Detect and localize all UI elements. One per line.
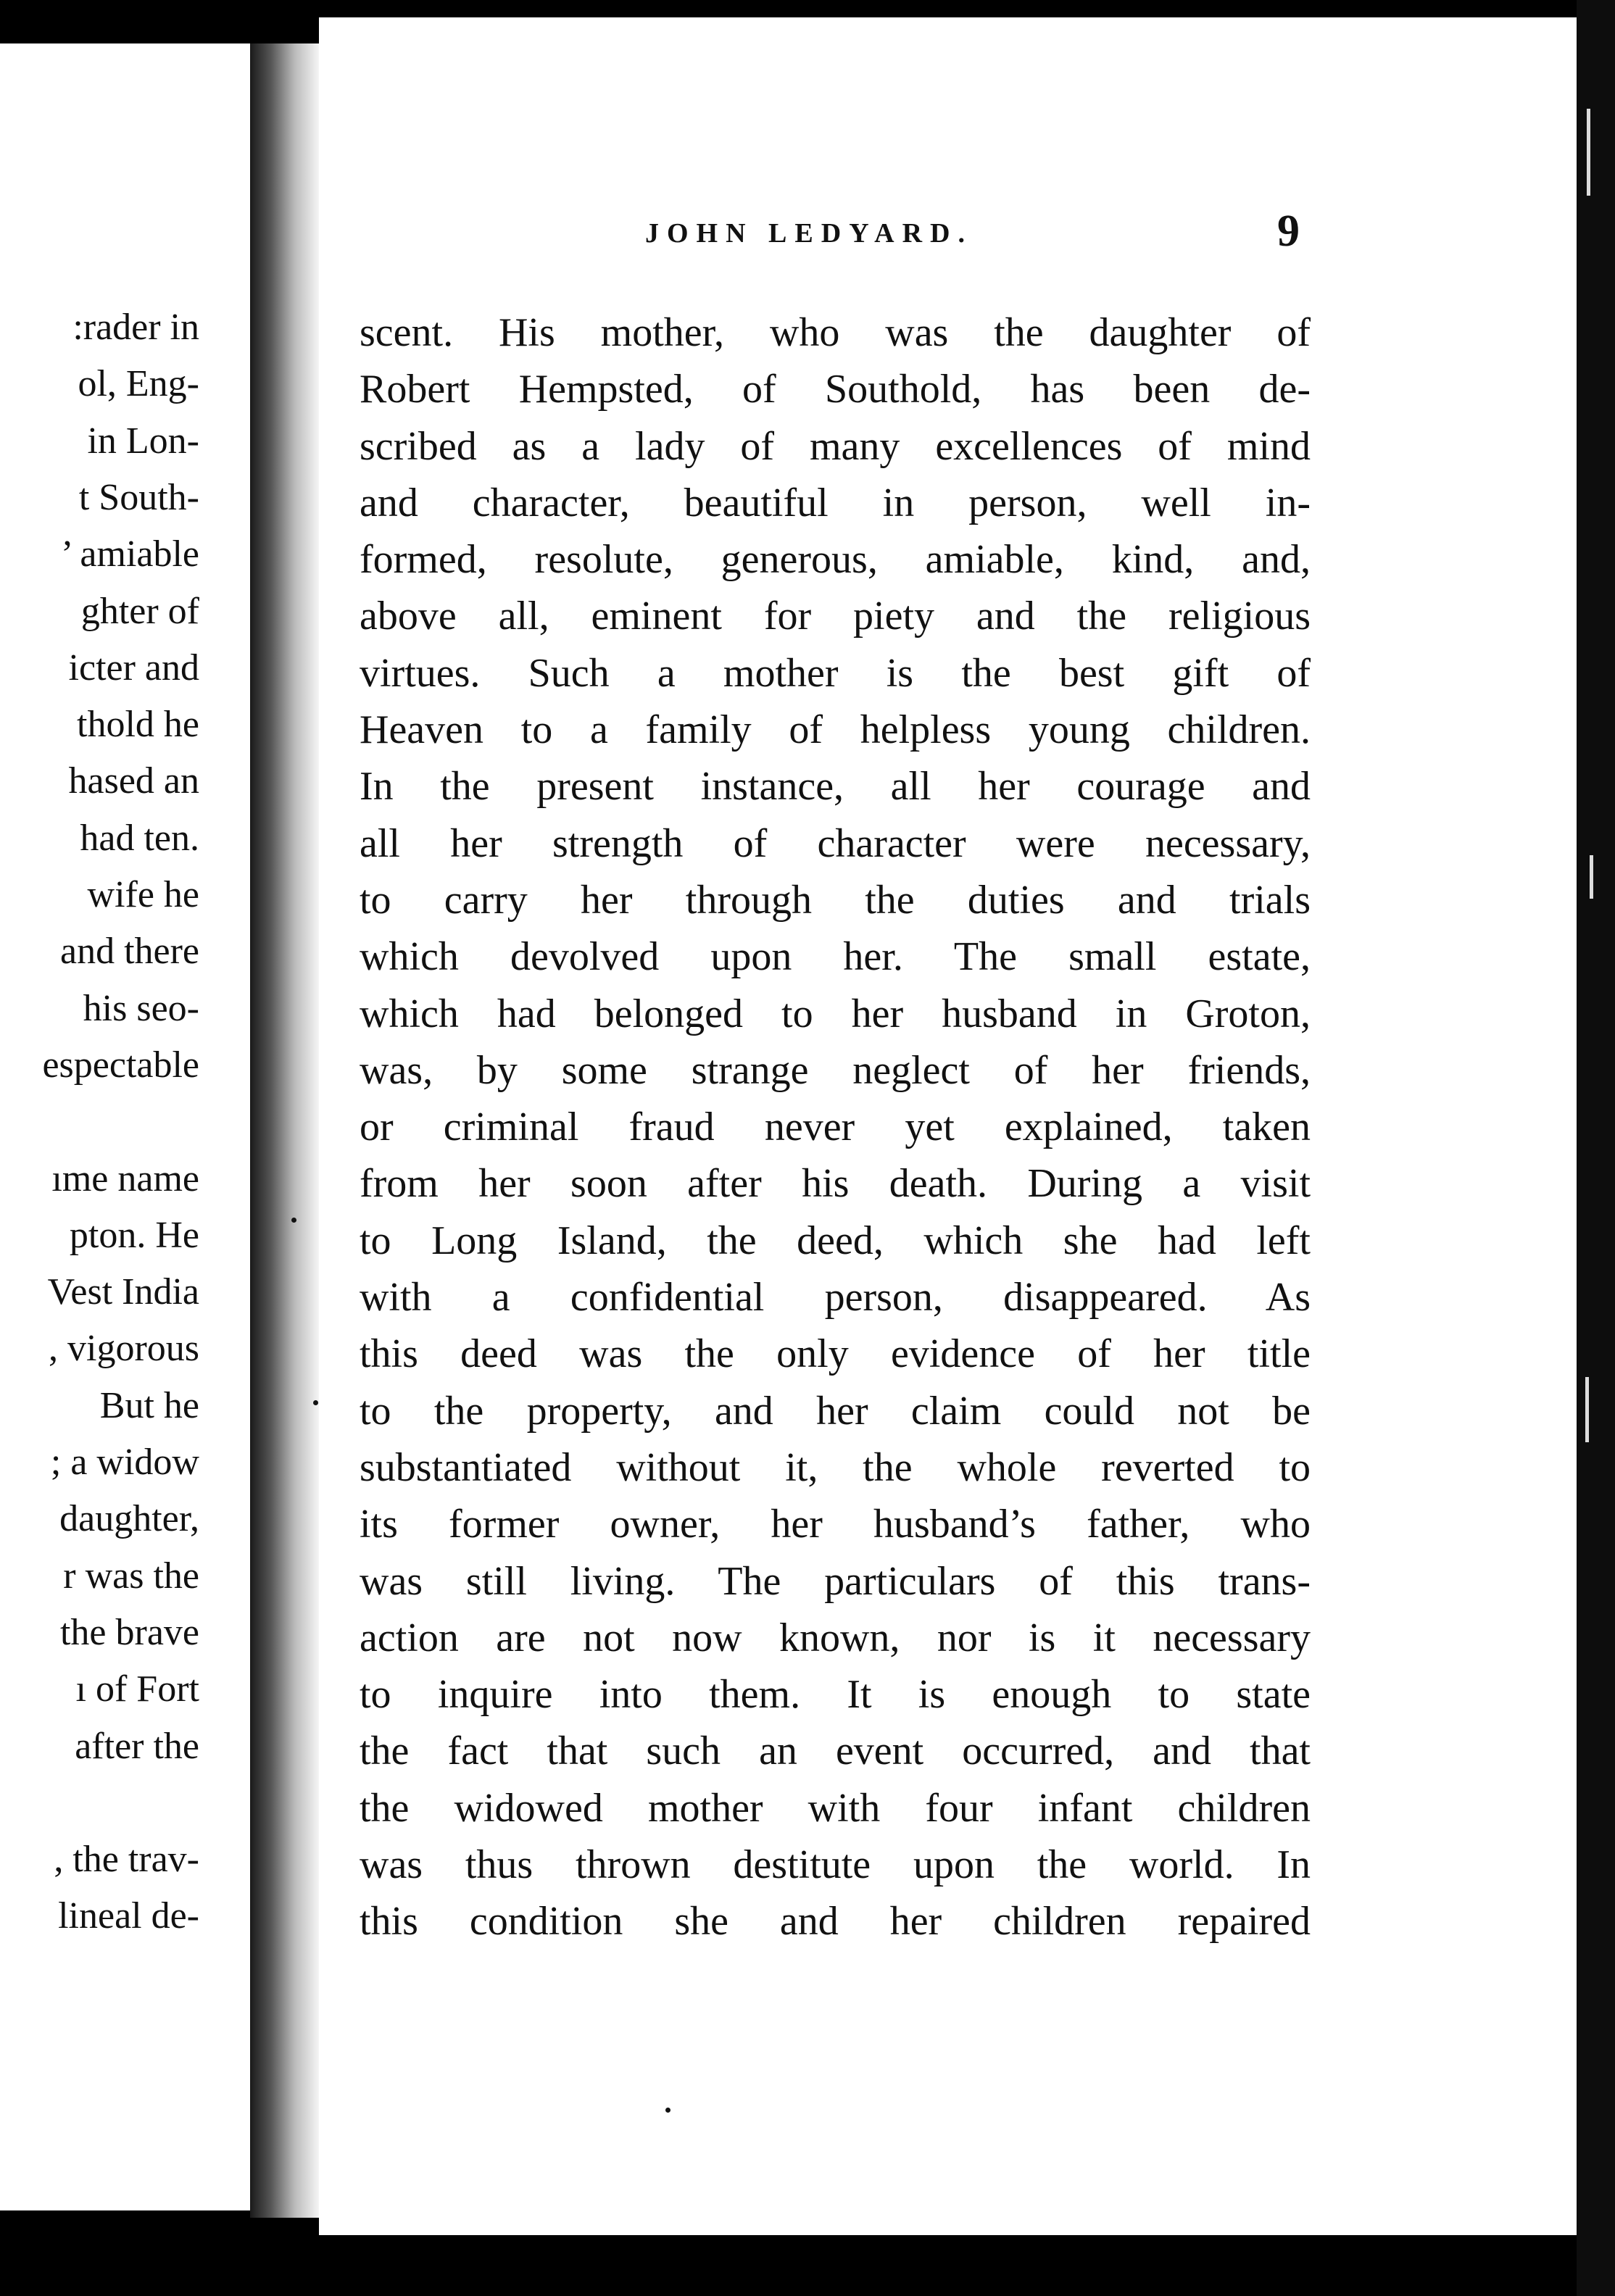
ink-speck xyxy=(665,2108,671,2113)
text-line: and character, beautiful in person, well in- xyxy=(360,480,1311,525)
book-gutter xyxy=(250,43,319,2218)
left-text-fragment: ı of Fort xyxy=(75,1668,199,1710)
ink-speck xyxy=(313,1400,318,1405)
left-text-fragment: wife he xyxy=(87,874,199,915)
text-line: which had belonged to her husband in Groton, xyxy=(360,991,1311,1036)
text-line: to Long Island, the deed, which she had left xyxy=(360,1218,1311,1263)
left-text-fragment: ’ amiable xyxy=(60,533,199,575)
left-text-fragment: pton. He xyxy=(69,1214,199,1256)
text-line: formed, resolute, generous, amiable, kind, and, xyxy=(360,537,1311,583)
text-line: substantiated without it, the whole reverted to xyxy=(360,1444,1311,1490)
left-text-fragment: Vest India xyxy=(47,1271,199,1313)
left-text-fragment: ; a widow xyxy=(50,1442,199,1483)
text-line: or criminal fraud never yet explained, taken xyxy=(360,1105,1311,1150)
left-text-fragment: r was the xyxy=(63,1555,199,1597)
left-text-fragment: ghter of xyxy=(80,590,199,632)
text-line: above all, eminent for piety and the religious xyxy=(360,594,1311,639)
text-line: to inquire into them. It is enough to state xyxy=(360,1672,1311,1718)
text-line: with a confidential person, disappeared. As xyxy=(360,1275,1311,1320)
text-line: from her soon after his death. During a visit xyxy=(360,1161,1311,1207)
left-text-fragment: his seo- xyxy=(83,987,199,1029)
text-line: Heaven to a family of helpless young children. xyxy=(360,707,1311,753)
text-line: this condition she and her children repaired xyxy=(360,1899,1311,1944)
left-text-fragment: in Lon- xyxy=(87,420,199,462)
text-line: Robert Hempsted, of Southold, has been de- xyxy=(360,367,1311,412)
left-text-fragment: after the xyxy=(75,1725,199,1767)
left-text-fragment: ol, Eng- xyxy=(78,363,199,405)
left-text-fragment: But he xyxy=(99,1384,199,1426)
text-line: was still living. The particulars of this trans- xyxy=(360,1558,1311,1604)
text-line: which devolved upon her. The small estate, xyxy=(360,934,1311,980)
left-text-fragment: the brave xyxy=(59,1611,199,1653)
left-text-fragment: , the trav- xyxy=(54,1839,199,1881)
left-text-fragment: lineal de- xyxy=(58,1895,199,1937)
text-line: this deed was the only evidence of her title xyxy=(360,1331,1311,1377)
text-line: scent. His mother, who was the daughter of xyxy=(360,310,1311,355)
text-line: its former owner, her husband’s father, who xyxy=(360,1502,1311,1547)
left-page xyxy=(0,43,250,2210)
text-line: was thus thrown destitute upon the world. In xyxy=(360,1842,1311,1888)
left-text-fragment: icter and xyxy=(68,646,199,689)
text-line: the widowed mother with four infant children xyxy=(360,1785,1311,1831)
left-text-fragment: had ten. xyxy=(80,817,199,859)
left-text-fragment: and there xyxy=(59,931,199,973)
left-text-fragment: , vigorous xyxy=(49,1328,199,1370)
left-text-fragment: thold he xyxy=(77,704,199,746)
ink-speck xyxy=(291,1218,296,1223)
text-line: to the property, and her claim could not be xyxy=(360,1388,1311,1434)
left-text-fragment: t South- xyxy=(78,476,199,518)
page-edge xyxy=(1577,0,1615,2296)
left-text-fragment: daughter, xyxy=(59,1498,199,1540)
left-text-fragment: ıme name xyxy=(51,1157,199,1199)
text-line: the fact that such an event occurred, and that xyxy=(360,1729,1311,1774)
left-text-fragment: hased an xyxy=(68,760,199,802)
text-line: was, by some strange neglect of her friends, xyxy=(360,1047,1311,1093)
left-text-fragment: :rader in xyxy=(72,307,199,348)
page-number: 9 xyxy=(1277,207,1300,256)
text-line: scribed as a lady of many excellences of mind xyxy=(360,423,1311,469)
running-header: JOHN LEDYARD. xyxy=(645,218,973,249)
text-line: action are not now known, nor is it necessary xyxy=(360,1615,1311,1660)
text-line: to carry her through the duties and trials xyxy=(360,877,1311,923)
text-line: In the present instance, all her courage and xyxy=(360,764,1311,810)
body-text xyxy=(360,304,1311,1950)
text-line: virtues. Such a mother is the best gift of xyxy=(360,650,1311,696)
left-text-fragment: espectable xyxy=(42,1044,199,1086)
text-line: all her strength of character were necessary, xyxy=(360,820,1311,866)
